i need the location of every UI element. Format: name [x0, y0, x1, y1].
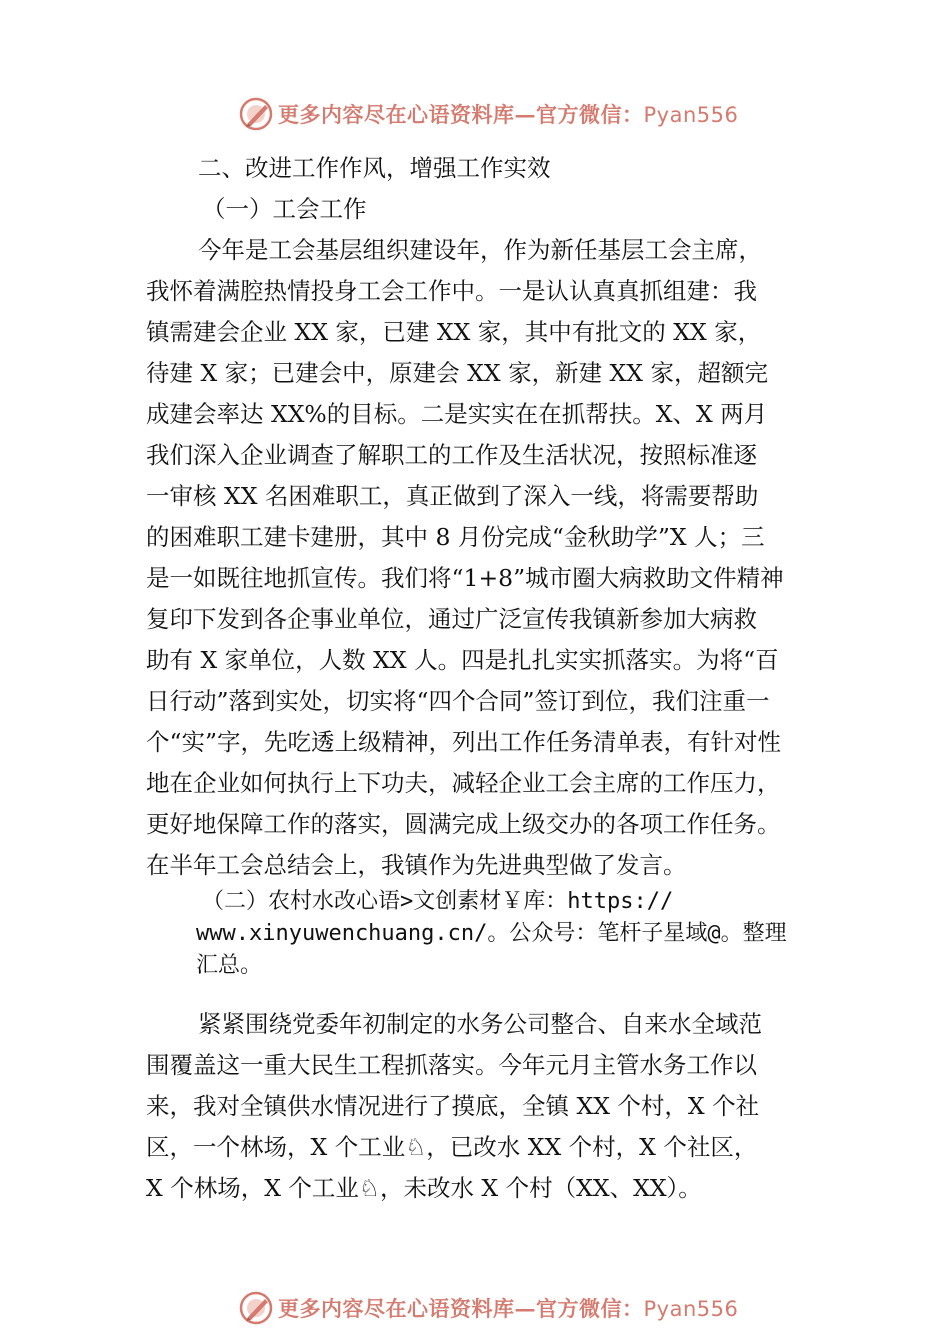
paragraph-line: 今年是工会基层组织建设年，作为新任基层工会主席， — [198, 236, 762, 264]
paragraph-line: 复印下发到各企事业单位，通过广泛宣传我镇新参加大病救 — [146, 605, 757, 633]
paragraph-line: 围覆盖这一重大民生工程抓落实。今年元月主管水务工作以 — [146, 1051, 757, 1079]
subsection-heading: （二）农村水改心语>文创素材￥库：https:// — [202, 889, 674, 914]
header-watermark-banner — [238, 94, 738, 134]
pen-seal-logo-icon — [238, 1290, 274, 1326]
subsection-heading-cont: www.xinyuwenchuang.cn/。公众号：笔杆子星域@。整理 — [196, 921, 787, 946]
pen-seal-logo-icon — [238, 96, 274, 132]
paragraph-line: 我怀着满腔热情投身工会工作中。一是认认真真抓组建：我 — [146, 277, 757, 305]
wechat-id: Pyan556 — [643, 1297, 739, 1321]
paragraph-line: 镇需建会企业 XX 家，已建 XX 家，其中有批文的 XX 家， — [146, 318, 762, 346]
banner-text: 更多内容尽在心语资料库—官方微信：Pyan556 — [278, 102, 739, 127]
paragraph-line: 日行动”落到实处，切实将“四个合同”签订到位，我们注重一 — [146, 687, 770, 715]
paragraph-line: 来，我对全镇供水情况进行了摸底，全镇 XX 个村，X 个社 — [146, 1092, 760, 1120]
paragraph-line: 在半年工会总结会上，我镇作为先进典型做了发言。 — [146, 851, 687, 879]
paragraph-line: 助有 X 家单位，人数 XX 人。四是扎扎实实抓落实。为将“百 — [146, 646, 779, 674]
subsection-heading: （一）工会工作 — [202, 195, 367, 223]
banner-text: 更多内容尽在心语资料库—官方微信：Pyan556 — [278, 1296, 739, 1321]
section-heading: 二、改进工作作风，增强工作实效 — [198, 154, 551, 182]
wechat-id: Pyan556 — [643, 103, 739, 127]
paragraph-line: X 个林场，X 个工业♘，未改水 X 个村（XX、XX）。 — [146, 1174, 702, 1202]
paragraph-line: 我们深入企业调查了解职工的工作及生活状况，按照标准逐 — [146, 441, 757, 469]
paragraph-line: 更好地保障工作的落实，圆满完成上级交办的各项工作任务。 — [146, 810, 781, 838]
footer-watermark-banner — [238, 1288, 738, 1328]
paragraph-line: 成建会率达 XX%的目标。二是实实在在抓帮扶。X、X 两月 — [146, 400, 768, 428]
paragraph-line: 待建 X 家；已建会中，原建会 XX 家，新建 XX 家，超额完 — [146, 359, 768, 387]
paragraph-line: 紧紧围绕党委年初制定的水务公司整合、自来水全域范 — [198, 1010, 762, 1038]
paragraph-line: 是一如既往地抓宣传。我们将“1+8”城市圈大病救助文件精神 — [146, 564, 784, 592]
paragraph-line: 的困难职工建卡建册，其中 8 月份完成“金秋助学”X 人；三 — [146, 523, 765, 551]
paragraph-line: 地在企业如何执行上下功夫，减轻企业工会主席的工作压力， — [146, 769, 781, 797]
paragraph-line: 一审核 XX 名困难职工，真正做到了深入一线，将需要帮助 — [146, 482, 759, 510]
paragraph-line: 个“实”字，先吃透上级精神，列出工作任务清单表，有针对性 — [146, 728, 782, 756]
subsection-heading-cont: 汇总。 — [196, 953, 263, 978]
paragraph-line: 区，一个林场，X 个工业♘，已改水 XX 个村，X 个社区， — [146, 1133, 758, 1161]
